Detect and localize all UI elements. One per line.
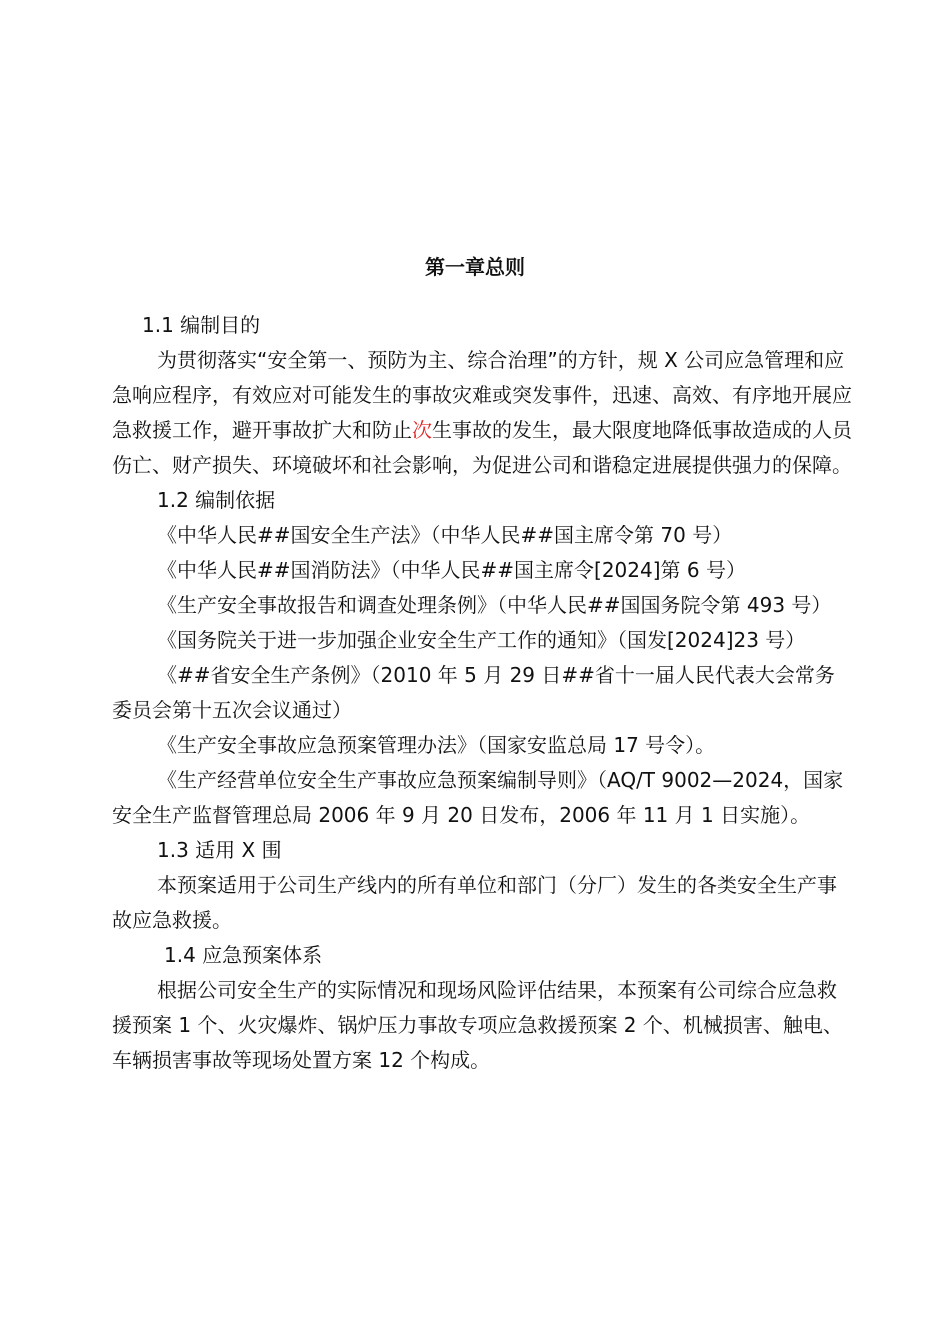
highlighted-char: 次 (412, 418, 432, 442)
basis-item-6: 《生产安全事故应急预案管理办法》（国家安监总局 17 号令）。 (157, 733, 716, 757)
section-heading-1-1: 1.1 编制目的 (142, 313, 261, 337)
system-paragraph: 根据公司安全生产的实际情况和现场风险评估结果，本预案有公司综合应急救援预案 1 个、火灾爆炸、锅炉压力事故专项应急救援预案 2 个、机械损害、触电、车辆损害事故等现场处置方案 12 个构成。 (112, 978, 843, 1072)
basis-item-3: 《生产安全事故报告和调查处理条例》（中华人民##国国务院令第 493 号） (157, 593, 832, 617)
basis-item-1: 《中华人民##国安全生产法》（中华人民##国主席令第 70 号） (157, 523, 733, 547)
basis-item-2: 《中华人民##国消防法》（中华人民##国主席令[2024]第 6 号） (157, 558, 746, 582)
purpose-text-b: 生事故的发生，最大限度地降低事故造成的人员伤亡、财产损失、环境破坏和社会影响，为促进公司和谐稳定进展提供强力的保障。 (112, 418, 852, 477)
basis-item-5: 《##省安全生产条例》（2010 年 5 月 29 日##省十一届人民代表大会常务委员会第十五次会议通过） (112, 663, 835, 722)
document-body (112, 308, 854, 1078)
purpose-text-a: 为贯彻落实“安全第一、预防为主、综合治理”的方针，规 X 公司应急管理和应急响应程序，有效应对可能发生的事故灾难或突发事件，迅速、高效、有序地开展应急救援工作，避开事故扩大和防止 (112, 348, 852, 442)
basis-item-4: 《国务院关于进一步加强企业安全生产工作的通知》（国发[2024]23 号） (157, 628, 806, 652)
basis-item-7: 《生产经营单位安全生产事故应急预案编制导则》（AQ/T 9002—2024，国家安全生产监督管理总局 2006 年 9 月 20 日发布，2006 年 11 月 1 日实施）。 (112, 768, 844, 827)
section-heading-1-2: 1.2 编制依据 (157, 488, 276, 512)
scope-paragraph: 本预案适用于公司生产线内的所有单位和部门（分厂）发生的各类安全生产事故应急救援。 (112, 873, 837, 932)
purpose-paragraph (112, 343, 854, 483)
section-heading-1-4: 1.4 应急预案体系 (164, 943, 323, 967)
section-heading-1-3: 1.3 适用 X 围 (157, 838, 282, 862)
chapter-title: 第一章总则 (425, 255, 525, 279)
